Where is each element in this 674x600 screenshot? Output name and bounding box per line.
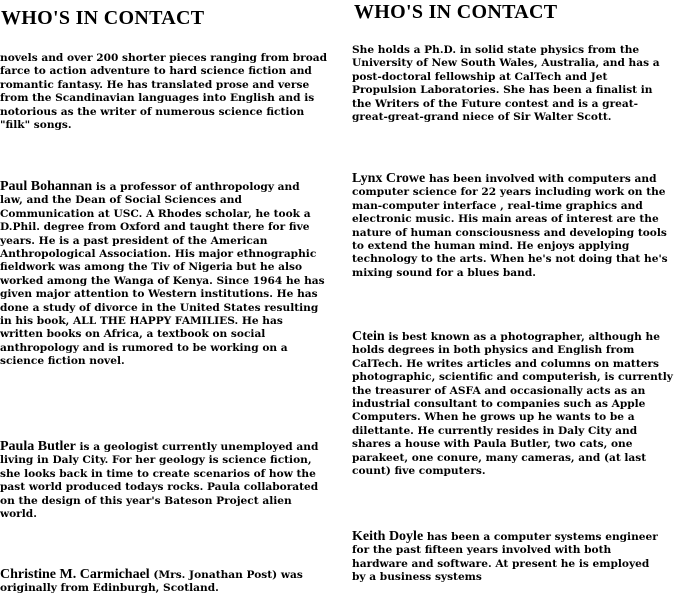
bio-name: Lynx Crowe [352,171,426,186]
bio-text: has been a computer systems engineer for the past fifteen years involved with both hardware and software. At present he is employed by a business systems [352,531,658,584]
bio-name: Keith Doyle [352,529,424,544]
bio-christine-carmichael [0,568,326,596]
bio-name: Christine M. Carmichael [0,567,150,582]
right-para-intro [352,44,672,124]
bio-paul-bohannan [0,180,326,369]
right-para-intro-text: She holds a Ph.D. in solid state physics from the University of New South Wales, Australia, and has a post-doctoral fellowship at CalTech and Jet Propulsion Laboratories. She has been a finalist in the Writers of the Future contest and is a great-great-great-grand niece of Sir Walter Scott. [352,44,660,124]
left-para-intro [0,52,328,132]
bio-text: (Mrs. Jonathan Post) was originally from Edinburgh, Scotland. [0,569,303,595]
bio-text: is best known as a photographer, although he holds degrees in both physics and English from CalTech. He writes articles and columns on matters photographic, scientific and computerish, is currently the treasurer of ASFA and occasionally acts as an industrial consultant to companies such as Apple Computers. When he grows up he wants to be a dilettante. He currently resides in Daly City and shares a house with Paula Butler, two cats, one parakeet, one conure, many cameras, and (at last count) five computers. [352,331,673,478]
bio-name: Ctein [352,329,385,344]
bio-text: is a geologist currently unemployed and living in Daly City. For her geology is science fiction, she looks back in time to create scenarios of how the past world produced todays rocks. Paula collaborated on the design of this year's Bateson Project alien world. [0,441,319,521]
bio-name: Paula Butler [0,439,76,454]
bio-text: is a professor of anthropology and law, and the Dean of Social Sciences and Communication at USC. A Rhodes scholar, he took a D.Phil. degree from Oxford and taught there for five years. He is a past president of the American Anthropological Association. His major ethnographic fieldwork was among the Tiv of Nigeria but he also worked among the Wanga of Kenya. Since 1964 he has given major attention to Western institutions. He has done a study of divorce in the United States resulting in his book, ALL THE HAPPY FAMILIES. He has written books on Africa, a textbook on social anthropology and is rumored to be working on a science fiction novel. [0,181,325,368]
bio-ctein [352,330,674,478]
left-heading: WHO'S IN CONTACT [1,7,205,29]
bio-paula-butler [0,440,322,521]
bio-lynx-crowe [352,172,674,280]
bio-text: has been involved with computers and computer science for 22 years including work on the man-computer interface , real-time graphics and electronic music. His main areas of interest are the nature of human consciousness and developing tools to extend the human mind. He enjoys applying technology to the arts. When he's not doing that he's mixing sound for a blues band. [352,173,668,279]
bio-name: Paul Bohannan [0,179,93,194]
bio-keith-doyle [352,530,664,585]
left-para-intro-text: novels and over 200 shorter pieces ranging from broad farce to action adventure to hard science fiction and romantic fantasy. He has translated prose and verse from the Scandinavian languages into English and is notorious as the writer of numerous science fiction "filk" songs. [0,52,328,132]
right-heading: WHO'S IN CONTACT [354,1,558,23]
